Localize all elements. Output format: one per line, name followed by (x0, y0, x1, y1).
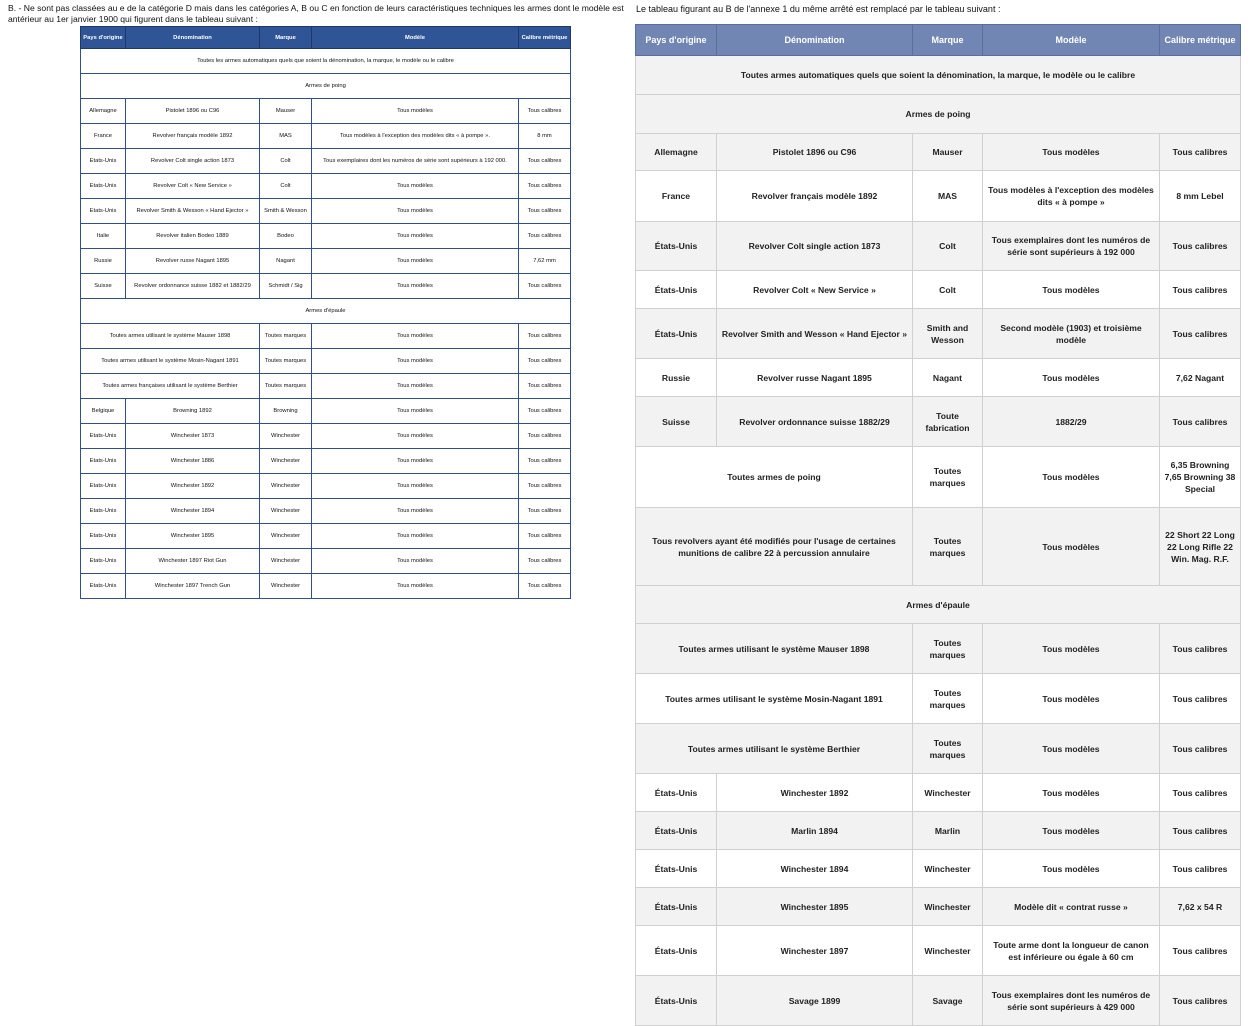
left-table-cell: Etats-Unis (81, 449, 126, 474)
right-header-cell: Modèle (983, 25, 1160, 56)
left-table-cell: Tous calibres (519, 149, 571, 174)
right-table-cell: Winchester 1894 (717, 850, 913, 888)
right-table-cell: Revolver ordonnance suisse 1882/29 (717, 397, 913, 447)
right-table-cell: Toutes armes utilisant le système Mosin-Nagant 1891 (636, 674, 913, 724)
left-table-cell: Tous calibres (519, 524, 571, 549)
right-table-row (636, 171, 1241, 222)
left-table-cell: Pistolet 1896 ou C96 (126, 99, 260, 124)
right-table-row (636, 888, 1241, 926)
right-table-cell: Toutes marques (913, 508, 983, 586)
left-table-cell: Tous modèles (312, 399, 519, 424)
right-table-cell: Tous calibres (1160, 309, 1241, 359)
right-table-cell: France (636, 171, 717, 222)
right-header-cell: Calibre métrique (1160, 25, 1241, 56)
right-table-cell: Toute arme dont la longueur de canon est inférieure ou égale à 60 cm (983, 926, 1160, 976)
right-table-cell: Allemagne (636, 134, 717, 171)
left-table-cell: Tous modèles (312, 574, 519, 599)
right-table-cell: Tous calibres (1160, 222, 1241, 271)
right-table-cell: Revolver Colt « New Service » (717, 271, 913, 309)
left-table-row (81, 174, 571, 199)
right-table-row (636, 926, 1241, 976)
right-table-row (636, 447, 1241, 508)
left-table-cell: Tous exemplaires dont les numéros de série sont supérieurs à 192 000. (312, 149, 519, 174)
left-table-cell: Tous calibres (519, 474, 571, 499)
right-section-cell: Toutes armes automatiques quels que soient la dénomination, la marque, le modèle ou le calibre (636, 56, 1241, 95)
right-table-cell: Toutes marques (913, 624, 983, 674)
right-table-cell: Modèle dit « contrat russe » (983, 888, 1160, 926)
left-table-cell: Winchester (260, 474, 312, 499)
right-table-cell: Toute fabrication (913, 397, 983, 447)
left-table-cell: Winchester 1897 Trench Gun (126, 574, 260, 599)
right-table-row (636, 850, 1241, 888)
left-table-cell: Tous modèles à l'exception des modèles dits « à pompe ». (312, 124, 519, 149)
right-table-cell: États-Unis (636, 850, 717, 888)
right-table-cell: Savage (913, 976, 983, 1026)
right-table-cell: Smith and Wesson (913, 309, 983, 359)
left-table-row (81, 499, 571, 524)
left-table-cell: Toutes marques (260, 324, 312, 349)
left-table-cell: Winchester (260, 449, 312, 474)
left-header-cell: Dénomination (126, 27, 260, 49)
left-table-row (81, 124, 571, 149)
right-table-cell: Tous calibres (1160, 976, 1241, 1026)
right-header-cell: Pays d'origine (636, 25, 717, 56)
right-table-cell: 8 mm Lebel (1160, 171, 1241, 222)
left-table-cell: Tous modèles (312, 524, 519, 549)
right-table-cell: Tous calibres (1160, 271, 1241, 309)
right-table-cell: Toutes marques (913, 674, 983, 724)
left-section-cell: Armes de poing (81, 74, 571, 99)
right-table-cell: Second modèle (1903) et troisième modèle (983, 309, 1160, 359)
right-table-row (636, 309, 1241, 359)
right-table-cell: Toutes armes utilisant le système Mauser 1898 (636, 624, 913, 674)
right-table-cell: Tous exemplaires dont les numéros de série sont supérieurs à 192 000 (983, 222, 1160, 271)
left-table-cell: Nagant (260, 249, 312, 274)
right-table-cell: Toutes marques (913, 447, 983, 508)
left-section-row (81, 49, 571, 74)
left-table-cell: Smith & Wesson (260, 199, 312, 224)
left-table-row (81, 249, 571, 274)
right-table-cell: Russie (636, 359, 717, 397)
left-table-cell: Winchester (260, 524, 312, 549)
right-table-cell: Tous modèles (983, 624, 1160, 674)
left-table-row (81, 449, 571, 474)
right-table-cell: Pistolet 1896 ou C96 (717, 134, 913, 171)
left-table-cell: Tous calibres (519, 499, 571, 524)
left-table-cell: Etats-Unis (81, 149, 126, 174)
right-table-row (636, 976, 1241, 1026)
right-table-cell: Mauser (913, 134, 983, 171)
left-table-cell: Tous calibres (519, 374, 571, 399)
left-table-cell: Browning 1892 (126, 399, 260, 424)
left-table-cell: Tous calibres (519, 224, 571, 249)
left-table-cell: Tous modèles (312, 474, 519, 499)
right-table-row (636, 359, 1241, 397)
right-table-cell: États-Unis (636, 976, 717, 1026)
right-table-cell: 6,35 Browning 7,65 Browning 38 Special (1160, 447, 1241, 508)
right-table-row (636, 812, 1241, 850)
right-table-cell: Tous modèles à l'exception des modèles dits « à pompe » (983, 171, 1160, 222)
right-table-cell: Winchester (913, 850, 983, 888)
left-table-cell: Revolver russe Nagant 1895 (126, 249, 260, 274)
left-table-cell: Tous calibres (519, 349, 571, 374)
left-table-cell: Winchester 1897 Riot Gun (126, 549, 260, 574)
left-table-cell: Winchester (260, 424, 312, 449)
left-table-cell: Tous modèles (312, 274, 519, 299)
left-table-cell: Tous calibres (519, 424, 571, 449)
right-table-cell: Winchester 1897 (717, 926, 913, 976)
left-table-cell: Schmidt / Sig (260, 274, 312, 299)
right-table-cell: États-Unis (636, 812, 717, 850)
right-table-cell: Nagant (913, 359, 983, 397)
right-table-cell: États-Unis (636, 271, 717, 309)
left-table-cell: France (81, 124, 126, 149)
right-table-cell: Tous modèles (983, 724, 1160, 774)
right-table-cell: États-Unis (636, 309, 717, 359)
right-table-cell: Winchester (913, 774, 983, 812)
left-table-cell: Etats-Unis (81, 474, 126, 499)
right-table-cell: Tous modèles (983, 359, 1160, 397)
right-table-row (636, 674, 1241, 724)
right-table-row (636, 724, 1241, 774)
right-table-row (636, 134, 1241, 171)
left-table-row (81, 224, 571, 249)
left-table-cell: Tous modèles (312, 499, 519, 524)
right-table-cell: 1882/29 (983, 397, 1160, 447)
right-table-cell: 7,62 x 54 R (1160, 888, 1241, 926)
left-table-cell: 7,62 mm (519, 249, 571, 274)
right-table-cell: 22 Short 22 Long 22 Long Rifle 22 Win. Mag. R.F. (1160, 508, 1241, 586)
left-table-cell: Browning (260, 399, 312, 424)
left-table-row (81, 424, 571, 449)
right-section-cell: Armes de poing (636, 95, 1241, 134)
left-table-cell: Tous calibres (519, 324, 571, 349)
left-table-row (81, 474, 571, 499)
left-table-cell: Winchester (260, 499, 312, 524)
left-table-cell: Tous calibres (519, 99, 571, 124)
left-header-cell: Pays d'origine (81, 27, 126, 49)
right-table-cell: Tous modèles (983, 812, 1160, 850)
left-table-cell: Belgique (81, 399, 126, 424)
left-table-cell: Revolver Colt single action 1873 (126, 149, 260, 174)
left-table-cell: Allemagne (81, 99, 126, 124)
left-table-cell: Winchester 1895 (126, 524, 260, 549)
left-table-cell: Tous modèles (312, 174, 519, 199)
right-table-cell: Tous calibres (1160, 724, 1241, 774)
left-table-cell: Tous modèles (312, 324, 519, 349)
right-header-row (636, 25, 1241, 56)
left-table-cell: Toutes armes françaises utilisant le système Berthier (81, 374, 260, 399)
right-table-row (636, 222, 1241, 271)
right-table-row (636, 624, 1241, 674)
left-table-cell: Suisse (81, 274, 126, 299)
left-table-cell: Winchester 1894 (126, 499, 260, 524)
left-section-cell: Toutes les armes automatiques quels que soient la dénomination, la marque, le modèle ou le calibre (81, 49, 571, 74)
left-table-row (81, 324, 571, 349)
left-table-row (81, 274, 571, 299)
right-table-cell: Toutes armes utilisant le système Berthier (636, 724, 913, 774)
right-table-cell: Tous calibres (1160, 397, 1241, 447)
right-section-row (636, 56, 1241, 95)
right-table-cell: Tous modèles (983, 674, 1160, 724)
left-table-row (81, 399, 571, 424)
right-section-cell: Armes d'épaule (636, 586, 1241, 624)
right-table-cell: Tous modèles (983, 774, 1160, 812)
left-table-cell: Italie (81, 224, 126, 249)
right-table-cell: Toutes armes de poing (636, 447, 913, 508)
right-table-cell: Marlin (913, 812, 983, 850)
left-table-cell: Winchester 1892 (126, 474, 260, 499)
right-table-cell: 7,62 Nagant (1160, 359, 1241, 397)
right-table-cell: États-Unis (636, 926, 717, 976)
right-table-cell: Tous revolvers ayant été modifiés pour l'usage de certaines munitions de calibre 22 à percussion annulaire (636, 508, 913, 586)
right-table-cell: Tous calibres (1160, 812, 1241, 850)
left-table-row (81, 374, 571, 399)
left-table-cell: Bodeo (260, 224, 312, 249)
right-table-row (636, 508, 1241, 586)
left-table-cell: Revolver Smith & Wesson « Hand Ejector » (126, 199, 260, 224)
left-table-cell: Toutes armes utilisant le système Mauser 1898 (81, 324, 260, 349)
right-table-cell: États-Unis (636, 888, 717, 926)
left-section-row (81, 299, 571, 324)
right-table-cell: Winchester (913, 888, 983, 926)
left-intro-text: B. - Ne sont pas classées au e de la catégorie D mais dans les catégories A, B ou C en fonction de leurs caractéristiques techniques les armes dont le modèle est antérieur au 1er janvier 1900 qui figurent dans le tableau suivant : (8, 3, 624, 24)
left-table-cell: Toutes marques (260, 349, 312, 374)
left-section-row (81, 74, 571, 99)
left-table-cell: Winchester (260, 574, 312, 599)
right-table-cell: Winchester (913, 926, 983, 976)
right-table-cell: Revolver français modèle 1892 (717, 171, 913, 222)
right-header-cell: Marque (913, 25, 983, 56)
left-table-cell: Toutes marques (260, 374, 312, 399)
left-table-cell: Tous modèles (312, 249, 519, 274)
left-table-cell: Etats-Unis (81, 549, 126, 574)
right-table-cell: Suisse (636, 397, 717, 447)
right-table-cell: Tous modèles (983, 447, 1160, 508)
left-table-cell: Revolver ordonnance suisse 1882 et 1882/29 (126, 274, 260, 299)
right-section-row (636, 95, 1241, 134)
left-table-cell: Tous modèles (312, 549, 519, 574)
left-table-cell: Tous calibres (519, 549, 571, 574)
left-table-cell: Tous modèles (312, 449, 519, 474)
left-table-cell: Mauser (260, 99, 312, 124)
left-table-cell: Tous modèles (312, 424, 519, 449)
right-table-cell: Colt (913, 271, 983, 309)
right-table-row (636, 271, 1241, 309)
left-table-cell: Tous modèles (312, 99, 519, 124)
left-table-row (81, 99, 571, 124)
left-table-cell: Colt (260, 149, 312, 174)
right-table-cell: Winchester 1892 (717, 774, 913, 812)
left-table-cell: Tous calibres (519, 274, 571, 299)
left-table-cell: Tous calibres (519, 174, 571, 199)
right-table-cell: États-Unis (636, 774, 717, 812)
right-table-cell: Tous calibres (1160, 774, 1241, 812)
left-table-cell: Tous modèles (312, 199, 519, 224)
left-table-cell: Tous calibres (519, 574, 571, 599)
left-section-cell: Armes d'épaule (81, 299, 571, 324)
right-table-row (636, 397, 1241, 447)
right-table-cell: Tous modèles (983, 134, 1160, 171)
left-weapons-table (80, 26, 571, 599)
right-table-cell: Tous calibres (1160, 926, 1241, 976)
left-header-cell: Calibre métrique (519, 27, 571, 49)
left-table-cell: Etats-Unis (81, 199, 126, 224)
left-table-cell: 8 mm (519, 124, 571, 149)
right-table-cell: Toutes marques (913, 724, 983, 774)
left-table-cell: Winchester (260, 549, 312, 574)
right-table-cell: Revolver Colt single action 1873 (717, 222, 913, 271)
right-table-cell: Revolver Smith and Wesson « Hand Ejector » (717, 309, 913, 359)
left-table-cell: Revolver Colt « New Service » (126, 174, 260, 199)
right-table-cell: Revolver russe Nagant 1895 (717, 359, 913, 397)
left-table-cell: Etats-Unis (81, 524, 126, 549)
left-table-cell: Winchester 1873 (126, 424, 260, 449)
right-table-row (636, 774, 1241, 812)
left-table-row (81, 349, 571, 374)
right-table-cell: États-Unis (636, 222, 717, 271)
right-table-cell: Tous modèles (983, 850, 1160, 888)
left-table-cell: Tous modèles (312, 349, 519, 374)
left-table-cell: MAS (260, 124, 312, 149)
right-table-cell: Tous calibres (1160, 674, 1241, 724)
left-table-cell: Toutes armes utilisant le système Mosin-Nagant 1891 (81, 349, 260, 374)
left-table-cell: Tous modèles (312, 224, 519, 249)
left-table-cell: Etats-Unis (81, 174, 126, 199)
right-table-cell: Tous calibres (1160, 850, 1241, 888)
right-table-cell: Tous calibres (1160, 624, 1241, 674)
left-table-cell: Colt (260, 174, 312, 199)
left-table-cell: Etats-Unis (81, 424, 126, 449)
left-table-cell: Winchester 1886 (126, 449, 260, 474)
right-table-cell: Colt (913, 222, 983, 271)
left-table-cell: Revolver italien Bodeo 1889 (126, 224, 260, 249)
left-table-row (81, 549, 571, 574)
left-table-cell: Etats-Unis (81, 499, 126, 524)
left-table-row (81, 524, 571, 549)
right-table-cell: Marlin 1894 (717, 812, 913, 850)
left-header-cell: Marque (260, 27, 312, 49)
left-table-cell: Russie (81, 249, 126, 274)
left-table-row (81, 149, 571, 174)
right-table-cell: Tous modèles (983, 271, 1160, 309)
right-table-cell: Tous modèles (983, 508, 1160, 586)
left-table-cell: Etats-Unis (81, 574, 126, 599)
right-section-row (636, 586, 1241, 624)
left-table-cell: Tous calibres (519, 399, 571, 424)
left-table-row (81, 199, 571, 224)
left-table-cell: Tous calibres (519, 449, 571, 474)
left-header-cell: Modèle (312, 27, 519, 49)
right-header-cell: Dénomination (717, 25, 913, 56)
left-header-row (81, 27, 571, 49)
left-table-row (81, 574, 571, 599)
right-table-cell: Tous exemplaires dont les numéros de série sont supérieurs à 429 000 (983, 976, 1160, 1026)
right-table-cell: Tous calibres (1160, 134, 1241, 171)
right-table-cell: Winchester 1895 (717, 888, 913, 926)
left-table-cell: Revolver français modèle 1892 (126, 124, 260, 149)
right-weapons-table (635, 24, 1241, 1026)
left-table-cell: Tous modèles (312, 374, 519, 399)
right-intro-text: Le tableau figurant au B de l'annexe 1 du même arrêté est remplacé par le tableau suivant : (636, 4, 1001, 14)
left-table-cell: Tous calibres (519, 199, 571, 224)
right-table-cell: MAS (913, 171, 983, 222)
right-table-cell: Savage 1899 (717, 976, 913, 1026)
